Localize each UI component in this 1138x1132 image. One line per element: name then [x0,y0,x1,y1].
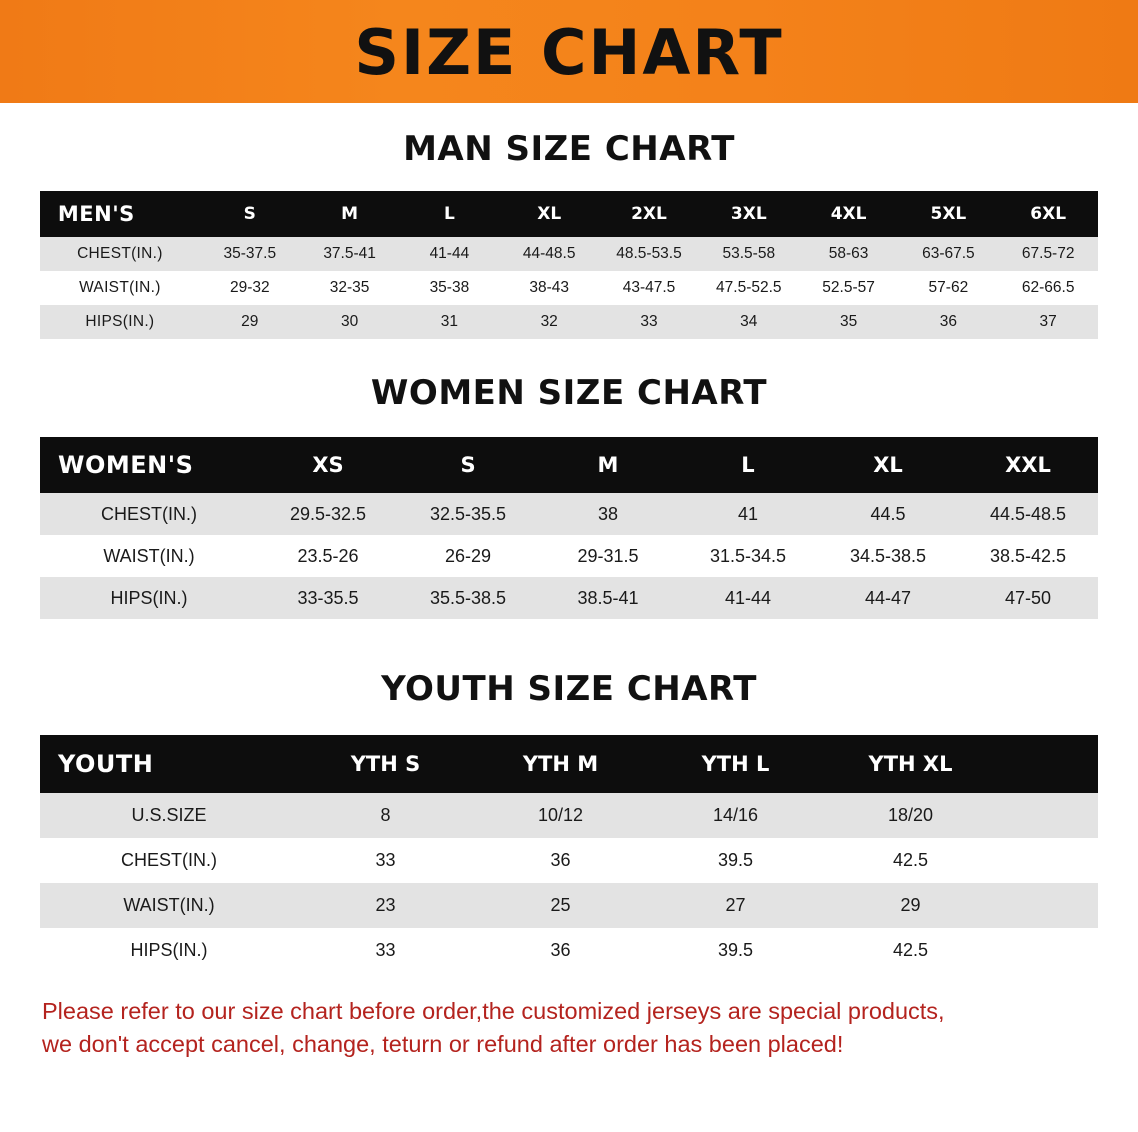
men-size-col-1: M [300,191,400,237]
women-cell-1-1: 26-29 [398,535,538,577]
men-cell-2-5: 34 [699,305,799,339]
women-section-heading: WOMEN SIZE CHART [370,373,768,413]
women-size-col-4: XL [818,437,958,493]
men-cell-0-0: 35-37.5 [200,237,300,271]
men-size-col-3: XL [499,191,599,237]
women-size-table [40,437,1098,619]
men-size-col-8: 6XL [998,191,1098,237]
women-cell-0-5: 44.5-48.5 [958,493,1098,535]
men-size-col-7: 5XL [898,191,998,237]
youth-cell-1-spacer [998,838,1098,883]
women-cell-0-1: 32.5-35.5 [398,493,538,535]
men-row-label-1: WAIST(IN.) [40,271,200,305]
men-cell-1-4: 43-47.5 [599,271,699,305]
youth-row-label-0: U.S.SIZE [40,793,298,838]
youth-table-wrapper [0,709,1138,973]
youth-cell-2-1: 25 [473,883,648,928]
youth-size-col-3: YTH XL [823,735,998,793]
table-row [40,838,1098,883]
disclaimer-line-2: we don't accept cancel, change, teturn or refund after order has been placed! [42,1031,844,1058]
women-table-header-row [40,437,1098,493]
women-cell-2-1: 35.5-38.5 [398,577,538,619]
men-cell-1-1: 32-35 [300,271,400,305]
page-title: SIZE CHART [354,15,784,89]
men-size-col-5: 3XL [699,191,799,237]
youth-size-col-0: YTH S [298,735,473,793]
men-header-label: MEN'S [40,191,200,237]
table-row [40,305,1098,339]
men-cell-1-2: 35-38 [400,271,500,305]
women-cell-1-4: 34.5-38.5 [818,535,958,577]
page-banner [0,0,1138,103]
youth-cell-2-0: 23 [298,883,473,928]
table-row [40,535,1098,577]
men-cell-2-1: 30 [300,305,400,339]
youth-cell-1-0: 33 [298,838,473,883]
women-cell-1-0: 23.5-26 [258,535,398,577]
men-cell-1-8: 62-66.5 [998,271,1098,305]
men-cell-1-6: 52.5-57 [799,271,899,305]
table-row [40,928,1098,973]
table-row [40,237,1098,271]
youth-header-label: YOUTH [40,735,298,793]
men-cell-0-6: 58-63 [799,237,899,271]
youth-cell-1-2: 39.5 [648,838,823,883]
women-cell-1-5: 38.5-42.5 [958,535,1098,577]
women-cell-2-3: 41-44 [678,577,818,619]
men-row-label-0: CHEST(IN.) [40,237,200,271]
men-cell-0-4: 48.5-53.5 [599,237,699,271]
women-table-wrapper [0,413,1138,619]
table-row [40,883,1098,928]
youth-table-header-row [40,735,1098,793]
women-cell-1-3: 31.5-34.5 [678,535,818,577]
women-cell-2-5: 47-50 [958,577,1098,619]
disclaimer-note [42,995,1098,1062]
youth-cell-2-2: 27 [648,883,823,928]
youth-row-label-3: HIPS(IN.) [40,928,298,973]
men-size-col-6: 4XL [799,191,899,237]
youth-cell-0-spacer [998,793,1098,838]
disclaimer-line-1: Please refer to our size chart before order,the customized jerseys are special products, [42,998,945,1024]
men-cell-2-8: 37 [998,305,1098,339]
youth-cell-0-1: 10/12 [473,793,648,838]
women-cell-0-4: 44.5 [818,493,958,535]
women-cell-0-2: 38 [538,493,678,535]
youth-row-label-1: CHEST(IN.) [40,838,298,883]
table-row [40,577,1098,619]
men-cell-2-3: 32 [499,305,599,339]
men-cell-1-3: 38-43 [499,271,599,305]
women-header-label: WOMEN'S [40,437,258,493]
youth-cell-3-spacer [998,928,1098,973]
men-row-label-2: HIPS(IN.) [40,305,200,339]
youth-cell-1-3: 42.5 [823,838,998,883]
youth-cell-2-3: 29 [823,883,998,928]
men-size-table [40,191,1098,339]
men-cell-2-0: 29 [200,305,300,339]
men-cell-0-2: 41-44 [400,237,500,271]
youth-size-col-1: YTH M [473,735,648,793]
men-cell-0-7: 63-67.5 [898,237,998,271]
women-size-col-1: S [398,437,538,493]
men-cell-0-3: 44-48.5 [499,237,599,271]
women-cell-1-2: 29-31.5 [538,535,678,577]
men-cell-2-6: 35 [799,305,899,339]
youth-cell-3-2: 39.5 [648,928,823,973]
women-size-col-3: L [678,437,818,493]
women-row-label-2: HIPS(IN.) [40,577,258,619]
youth-size-table [40,735,1098,973]
women-row-label-1: WAIST(IN.) [40,535,258,577]
women-size-col-0: XS [258,437,398,493]
men-cell-1-5: 47.5-52.5 [699,271,799,305]
women-size-col-2: M [538,437,678,493]
men-size-col-2: L [400,191,500,237]
men-size-col-0: S [200,191,300,237]
women-row-label-0: CHEST(IN.) [40,493,258,535]
women-cell-0-3: 41 [678,493,818,535]
men-table-wrapper [0,169,1138,339]
men-cell-2-2: 31 [400,305,500,339]
youth-cell-2-spacer [998,883,1098,928]
youth-section-heading: YOUTH SIZE CHART [381,669,757,709]
youth-cell-3-3: 42.5 [823,928,998,973]
women-cell-2-4: 44-47 [818,577,958,619]
men-cell-1-7: 57-62 [898,271,998,305]
youth-size-col-spacer [998,735,1098,793]
men-cell-2-7: 36 [898,305,998,339]
women-size-col-5: XXL [958,437,1098,493]
table-row [40,493,1098,535]
youth-row-label-2: WAIST(IN.) [40,883,298,928]
women-cell-2-2: 38.5-41 [538,577,678,619]
men-size-col-4: 2XL [599,191,699,237]
youth-cell-3-1: 36 [473,928,648,973]
youth-size-col-2: YTH L [648,735,823,793]
men-cell-1-0: 29-32 [200,271,300,305]
youth-cell-0-0: 8 [298,793,473,838]
women-cell-2-0: 33-35.5 [258,577,398,619]
table-row [40,271,1098,305]
youth-cell-1-1: 36 [473,838,648,883]
men-section-heading: MAN SIZE CHART [403,129,735,169]
men-cell-0-8: 67.5-72 [998,237,1098,271]
table-row [40,793,1098,838]
women-cell-0-0: 29.5-32.5 [258,493,398,535]
youth-cell-0-3: 18/20 [823,793,998,838]
men-cell-2-4: 33 [599,305,699,339]
youth-cell-0-2: 14/16 [648,793,823,838]
men-cell-0-5: 53.5-58 [699,237,799,271]
men-table-header-row [40,191,1098,237]
men-cell-0-1: 37.5-41 [300,237,400,271]
youth-cell-3-0: 33 [298,928,473,973]
